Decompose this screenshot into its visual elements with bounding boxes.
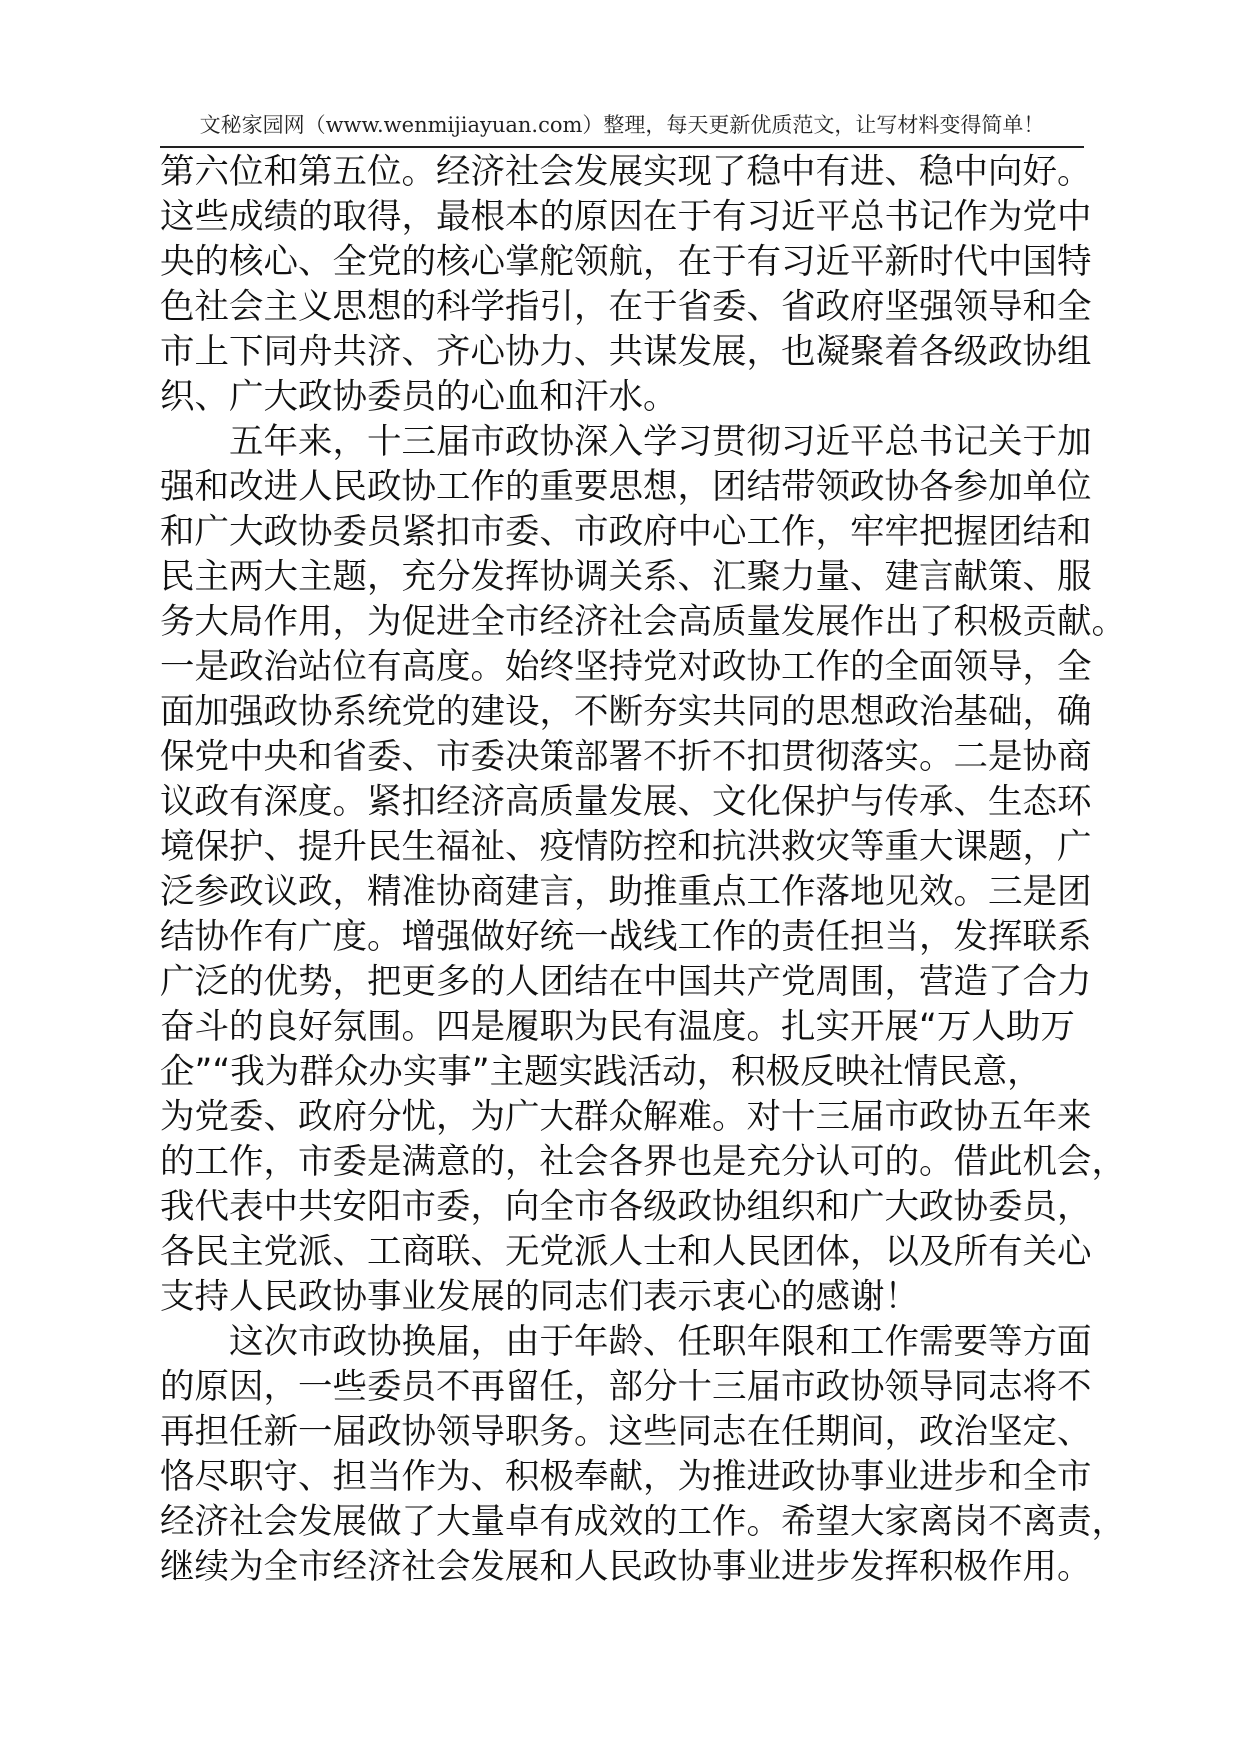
text-line: 我代表中共安阳市委，向全市各级政协组织和广大政协委员，: [160, 1187, 1092, 1227]
text-line: 强和改进人民政协工作的重要思想，团结带领政协各参加单位: [160, 467, 1092, 507]
text-line: 广泛的优势，把更多的人团结在中国共产党周围，营造了合力: [160, 962, 1092, 1002]
text-line: 为党委、政府分忧，为广大群众解难。对十三届市政协五年来: [160, 1097, 1092, 1137]
text-line: 和广大政协委员紧扣市委、市政府中心工作，牢牢把握团结和: [160, 512, 1092, 552]
text-line: 的工作，市委是满意的，社会各界也是充分认可的。借此机会，: [160, 1142, 1126, 1182]
text-line: 泛参政议政，精准协商建言，助推重点工作落地见效。三是团: [160, 872, 1092, 912]
text-line: 央的核心、全党的核心掌舵领航，在于有习近平新时代中国特: [160, 242, 1092, 282]
text-line: 结协作有广度。增强做好统一战线工作的责任担当，发挥联系: [160, 917, 1092, 957]
text-line: 保党中央和省委、市委决策部署不折不扣贯彻落实。二是协商: [160, 737, 1092, 777]
text-line: 色社会主义思想的科学指引，在于省委、省政府坚强领导和全: [160, 287, 1092, 327]
text-line: 这次市政协换届，由于年龄、任职年限和工作需要等方面: [160, 1322, 1092, 1362]
text-line: 议政有深度。紧扣经济高质量发展、文化保护与传承、生态环: [160, 782, 1092, 822]
text-line: 织、广大政协委员的心血和汗水。: [160, 377, 678, 417]
text-line: 境保护、提升民生福祉、疫情防控和抗洪救灾等重大课题，广: [160, 827, 1092, 867]
text-line: 民主两大主题，充分发挥协调关系、汇聚力量、建言献策、服: [160, 557, 1092, 597]
text-line: 第六位和第五位。经济社会发展实现了稳中有进、稳中向好。: [160, 152, 1092, 192]
header-text: 文秘家园网（www.wenmijiayuan.com）整理，每天更新优质范文，让写材料变得简单！: [199, 113, 1045, 137]
text-line: 继续为全市经济社会发展和人民政协事业进步发挥积极作用。: [160, 1547, 1092, 1587]
text-line: 各民主党派、工商联、无党派人士和人民团体，以及所有关心: [160, 1232, 1092, 1272]
text-line: 奋斗的良好氛围。四是履职为民有温度。扎实开展“万人助万: [160, 1007, 1075, 1047]
text-line: 这些成绩的取得，最根本的原因在于有习近平总书记作为党中: [160, 197, 1092, 237]
text-line: 务大局作用，为促进全市经济社会高质量发展作出了积极贡献。: [160, 602, 1126, 642]
text-line: 再担任新一届政协领导职务。这些同志在任期间，政治坚定、: [160, 1412, 1092, 1452]
body-text: [160, 150, 1126, 1590]
text-line: 一是政治站位有高度。始终坚持党对政协工作的全面领导，全: [160, 647, 1092, 687]
text-line: 恪尽职守、担当作为、积极奉献，为推进政协事业进步和全市: [160, 1457, 1092, 1497]
text-line: 面加强政协系统党的建设，不断夯实共同的思想政治基础，确: [160, 692, 1092, 732]
text-line: 支持人民政协事业发展的同志们表示衷心的感谢！: [160, 1277, 919, 1317]
text-line: 的原因，一些委员不再留任，部分十三届市政协领导同志将不: [160, 1367, 1092, 1407]
text-line: 企”“我为群众办实事”主题实践活动，积极反映社情民意，: [160, 1052, 1042, 1092]
text-line: 市上下同舟共济、齐心协力、共谋发展，也凝聚着各级政协组: [160, 332, 1092, 372]
text-line: 经济社会发展做了大量卓有成效的工作。希望大家离岗不离责，: [160, 1502, 1126, 1542]
text-line: 五年来，十三届市政协深入学习贯彻习近平总书记关于加: [160, 422, 1092, 462]
page-header: [160, 112, 1084, 148]
